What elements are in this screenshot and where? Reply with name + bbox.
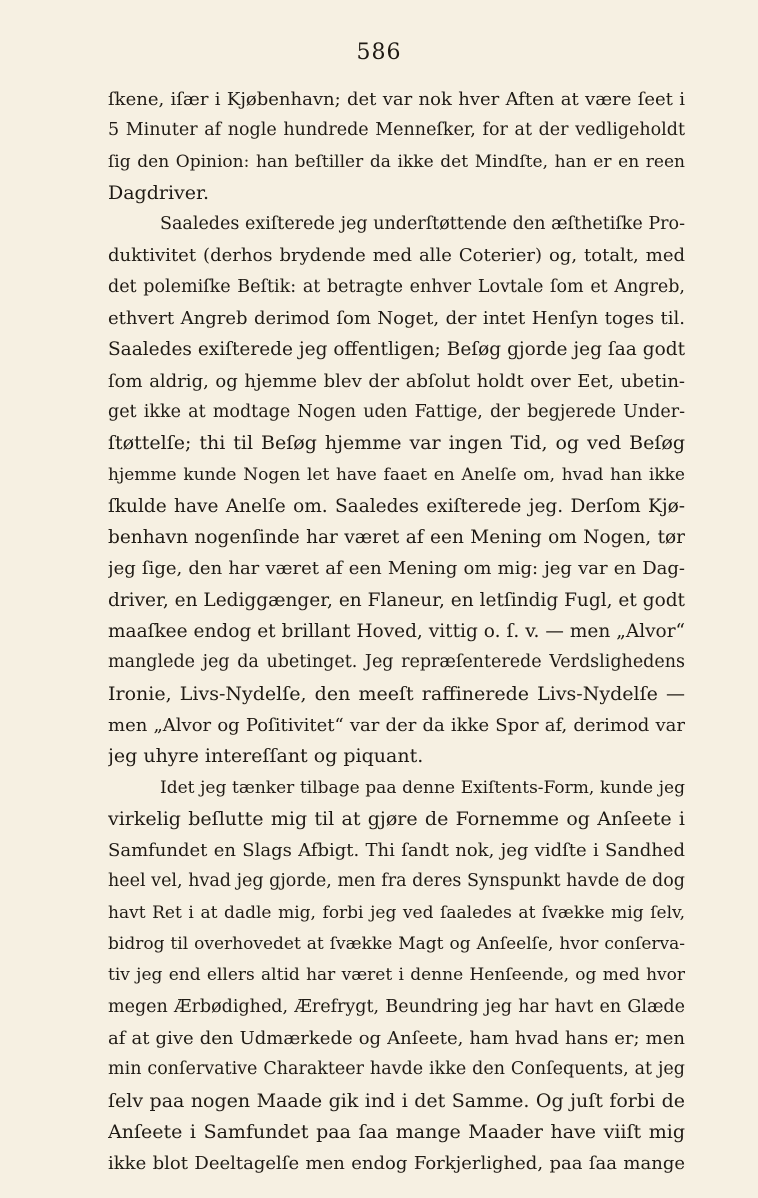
text-line: 5 Minuter af nogle hundrede Menneſker, for at der vedligeholdt (108, 120, 685, 141)
text-line: virkelig beſlutte mig til at gjøre de Fornemme og Anſeete i (108, 807, 685, 830)
text-line: heel vel, hvad jeg gjorde, men fra deres Synspunkt havde de dog (108, 871, 685, 892)
text-line: duktivitet (derhos brydende med alle Coterier) og, totalt, med (108, 245, 685, 267)
text-line: ſtøttelſe; thi til Beſøg hjemme var ingen Tid, og ved Beſøg (108, 432, 685, 455)
text-line: maaſkee endog et brillant Hoved, vittig o. ſ. v. — men „Alvor“ (108, 621, 685, 643)
text-line: havt Ret i at dadle mig, forbi jeg ved ſaaledes at ſvække mig ſelv, (108, 902, 685, 923)
page-number: 586 (356, 40, 402, 65)
text-line: ſkulde have Anelſe om. Saaledes exiſterede jeg. Derſom Kjø- (108, 495, 685, 517)
text-line: ikke blot Deeltagelſe men endog Forkjerlighed, paa ſaa mange (108, 1153, 685, 1175)
text-line: jeg uhyre intereſſant og piquant. (108, 745, 424, 768)
text-line: Saaledes exiſterede jeg underſtøttende den æſthetiſke Pro- (160, 214, 685, 235)
text-line: jeg ſige, den har været af een Mening om mig: jeg var en Dag- (108, 558, 685, 580)
text-line: Idet jeg tænker tilbage paa denne Exiſtents-Form, kunde jeg (160, 777, 685, 798)
text-line: ſelv paa nogen Maade gik ind i det Samme. Og juſt forbi de (108, 1089, 685, 1112)
text-line: det polemiſke Beſtik: at betragte enhver Lovtale ſom et Angreb, (108, 276, 685, 297)
text-line: Samfundet en Slags Afbigt. Thi ſandt nok, jeg vidſte i Sandhed (108, 840, 685, 862)
text-line: Dagdriver. (108, 181, 210, 204)
text-line: men „Alvor og Poſitivitet“ var der da ikke Spor af, derimod var (108, 714, 685, 736)
text-line: ſig den Opinion: han beſtiller da ikke det Mindſte, han er en reen (108, 151, 685, 172)
text-line: get ikke at modtage Nogen uden Fattige, der begjerede Under- (108, 401, 685, 422)
text-line: hjemme kunde Nogen let have faaet en Anelſe om, hvad han ikke (108, 464, 685, 485)
text-line: ſkene, iſær i Kjøbenhavn; det var nok hver Aften at være ſeet i (108, 89, 685, 110)
text-line: ſom aldrig, og hjemme blev der abſolut holdt over Eet, ubetin- (108, 370, 685, 392)
body-text (108, 84, 685, 1179)
text-line: benhavn nogenſinde har været af een Mening om Nogen, tør (108, 527, 685, 549)
text-line: Ironie, Livs-Nydelſe, den meeſt raffinerede Livs-Nydelſe — (108, 682, 685, 705)
text-line: min conſervative Charakteer havde ikke den Conſequents, at jeg (108, 1059, 685, 1080)
text-line: bidrog til overhovedet at ſvække Magt og Anſeelſe, hvor conſerva- (108, 934, 685, 955)
text-line: driver, en Lediggænger, en Flaneur, en letſindig Fugl, et godt (108, 589, 685, 611)
text-line: ethvert Angreb derimod ſom Noget, der intet Henſyn toges til. (108, 308, 685, 330)
text-line: tiv jeg end ellers altid har været i denne Henſeende, og med hvor (108, 965, 685, 986)
text-line: Anſeete i Samfundet paa ſaa mange Maader have viiſt mig (108, 1120, 685, 1143)
text-line: af at give den Udmærkede og Anſeete, ham hvad hans er; men (108, 1027, 685, 1049)
text-line: Saaledes exiſterede jeg offentligen; Beſøg gjorde jeg ſaa godt (108, 339, 685, 361)
text-line: megen Ærbødighed, Ærefrygt, Beundring jeg har havt en Glæde (108, 996, 685, 1017)
text-line: manglede jeg da ubetinget. Jeg repræſenterede Verdslighedens (108, 652, 685, 673)
